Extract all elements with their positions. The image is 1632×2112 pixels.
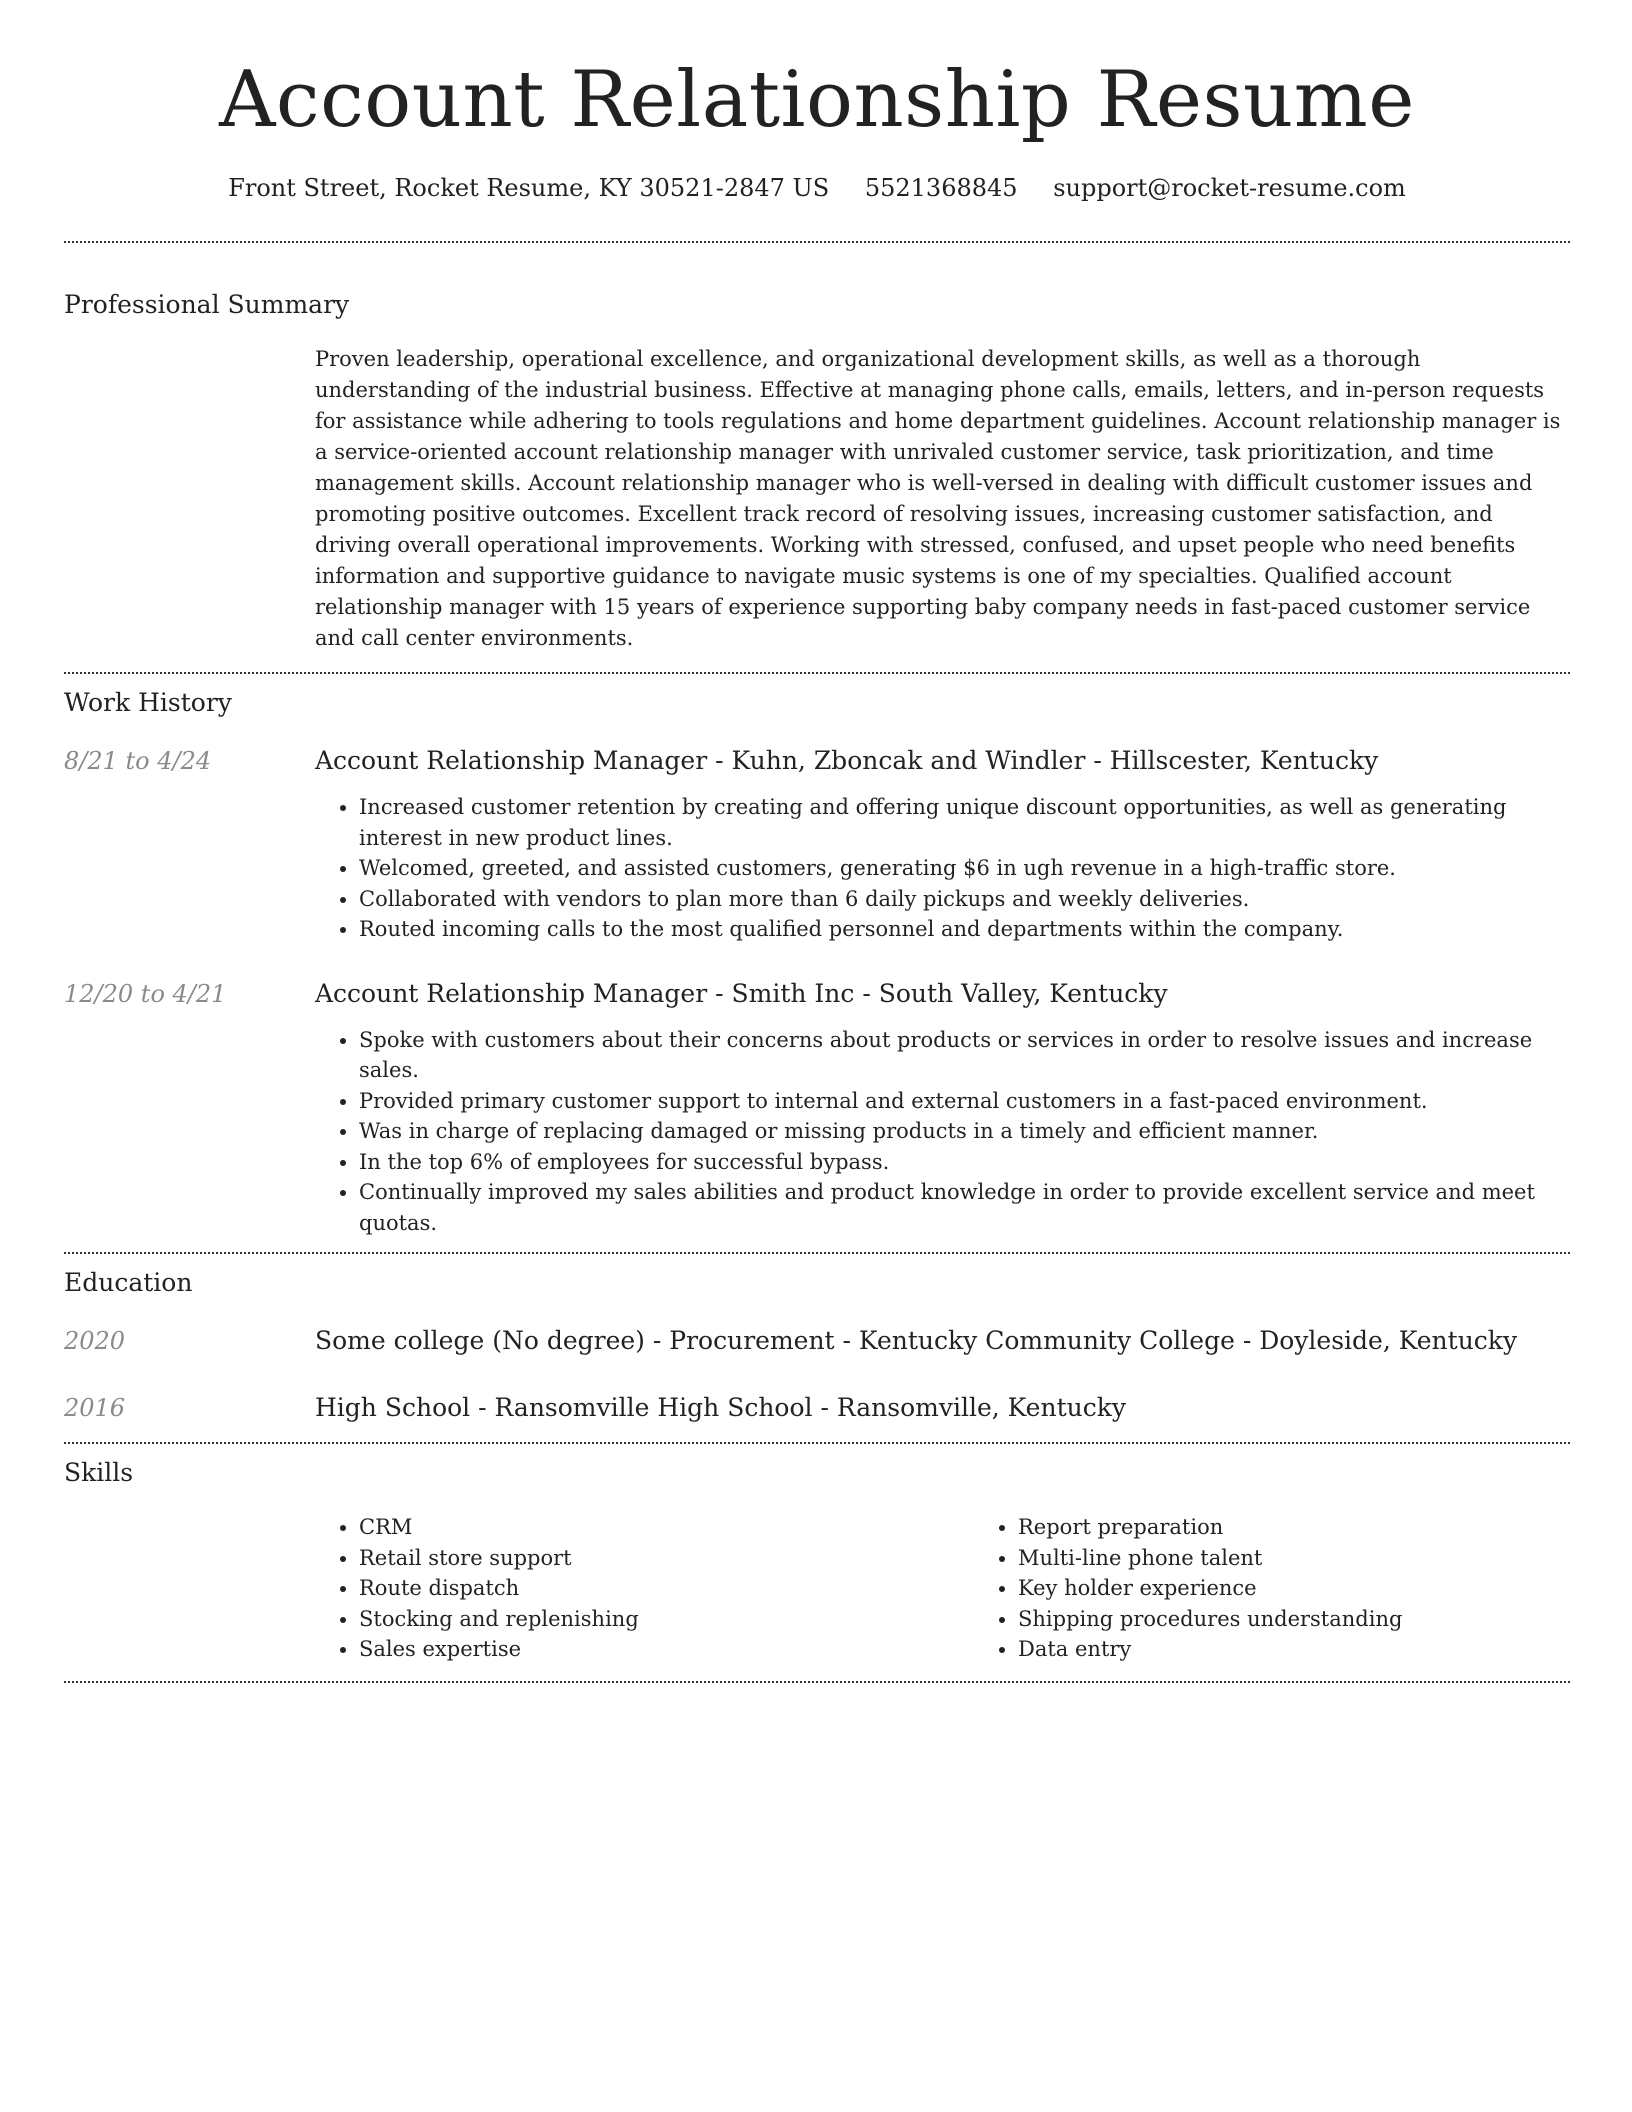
education-detail: Some college (No degree) - Procurement - Kentucky Community College - Doyleside, Kentucky bbox=[315, 1326, 1518, 1355]
summary-spacer bbox=[64, 344, 315, 654]
skill-item: • Retail store support bbox=[359, 1543, 974, 1574]
skill-item: • Multi-line phone talent bbox=[1018, 1543, 1632, 1574]
summary-heading: Professional Summary bbox=[64, 290, 350, 319]
job-bullet: • Continually improved my sales abilities and product knowledge in order to provide excellent service and meet quotas. bbox=[359, 1177, 1570, 1238]
skill-item: • Key holder experience bbox=[1018, 1573, 1632, 1604]
job-entry bbox=[64, 744, 1570, 945]
divider bbox=[64, 1442, 1570, 1444]
skill-item: • Route dispatch bbox=[359, 1573, 974, 1604]
job-dates: 8/21 to 4/24 bbox=[64, 747, 212, 775]
skills-grid bbox=[315, 1512, 1632, 1665]
contact-line bbox=[64, 170, 1570, 206]
skills-row bbox=[64, 1512, 1570, 1665]
job-bullet: • Routed incoming calls to the most qualified personnel and departments within the company. bbox=[359, 914, 1570, 945]
job-details bbox=[315, 744, 1570, 945]
resume-content bbox=[64, 0, 1570, 1683]
job-bullet: • In the top 6% of employees for successful bypass. bbox=[359, 1147, 1570, 1178]
contact-email: support@rocket-resume.com bbox=[1053, 174, 1406, 202]
work-heading: Work History bbox=[64, 688, 232, 717]
job-bullet: • Welcomed, greeted, and assisted customers, generating $6 in ugh revenue in a high-traffic store. bbox=[359, 853, 1570, 884]
summary-row bbox=[64, 344, 1570, 654]
skills-spacer bbox=[64, 1512, 315, 1665]
contact-address: Front Street, Rocket Resume, KY 30521-2847 US bbox=[228, 174, 830, 202]
job-bullets bbox=[315, 1025, 1570, 1239]
job-bullet: • Increased customer retention by creating and offering unique discount opportunities, as well as generating interest in new product lines. bbox=[359, 792, 1570, 853]
skill-item: • Report preparation bbox=[1018, 1512, 1632, 1543]
divider bbox=[64, 672, 1570, 674]
contact-phone: 5521368845 bbox=[864, 174, 1018, 202]
skill-item: • Stocking and replenishing bbox=[359, 1604, 974, 1635]
job-bullet: • Provided primary customer support to internal and external customers in a fast-paced environment. bbox=[359, 1086, 1570, 1117]
job-bullets bbox=[315, 792, 1570, 945]
job-title: Account Relationship Manager - Smith Inc - South Valley, Kentucky bbox=[315, 978, 1168, 1008]
education-heading: Education bbox=[64, 1268, 193, 1297]
job-entry bbox=[64, 977, 1570, 1239]
divider bbox=[64, 1681, 1570, 1683]
skills-heading: Skills bbox=[64, 1458, 134, 1487]
skills-list-right bbox=[974, 1512, 1632, 1665]
divider bbox=[64, 241, 1570, 243]
job-details bbox=[315, 977, 1570, 1239]
education-year: 2016 bbox=[64, 1394, 126, 1422]
skill-item: • CRM bbox=[359, 1512, 974, 1543]
skills-list-left bbox=[315, 1512, 974, 1665]
job-dates: 12/20 to 4/21 bbox=[64, 979, 227, 1008]
divider bbox=[64, 1252, 1570, 1254]
job-bullet: • Spoke with customers about their concerns about products or services in order to resolve issues and increase sales. bbox=[359, 1025, 1570, 1086]
resume-title: Account Relationship Resume bbox=[219, 55, 1415, 145]
education-detail: High School - Ransomville High School - Ransomville, Kentucky bbox=[315, 1393, 1126, 1422]
job-bullet: • Collaborated with vendors to plan more than 6 daily pickups and weekly deliveries. bbox=[359, 884, 1570, 915]
skill-item: • Sales expertise bbox=[359, 1634, 974, 1665]
job-title: Account Relationship Manager - Kuhn, Zboncak and Windler - Hillscester, Kentucky bbox=[315, 746, 1379, 775]
education-entry bbox=[64, 1324, 1570, 1358]
education-entry bbox=[64, 1391, 1570, 1425]
job-bullet: • Was in charge of replacing damaged or missing products in a timely and efficient manner. bbox=[359, 1116, 1570, 1147]
summary-text: Proven leadership, operational excellence, and organizational development skills, as well as a thorough understanding of the industrial business. Effective at managing phone calls, emails, letters, and in-person requests for assistance while adhering to tools regulations and home department guidelines. Account relationship manager is a service-oriented account relationship manager with unrivaled customer service, task prioritization, and time management skills. Account relationship manager who is well-versed in dealing with difficult customer issues and promoting positive outcomes. Excellent track record of resolving issues, increasing customer satisfaction, and driving overall operational improvements. Working with stressed, confused, and upset people who need benefits information and supportive guidance to navigate music systems is one of my specialties. Qualified account relationship manager with 15 years of experience supporting baby company needs in fast-paced customer service and call center environments. bbox=[315, 347, 1561, 650]
skill-item: • Shipping procedures understanding bbox=[1018, 1604, 1632, 1635]
education-year: 2020 bbox=[64, 1327, 126, 1355]
summary-body bbox=[315, 344, 1570, 654]
skill-item: • Data entry bbox=[1018, 1634, 1632, 1665]
